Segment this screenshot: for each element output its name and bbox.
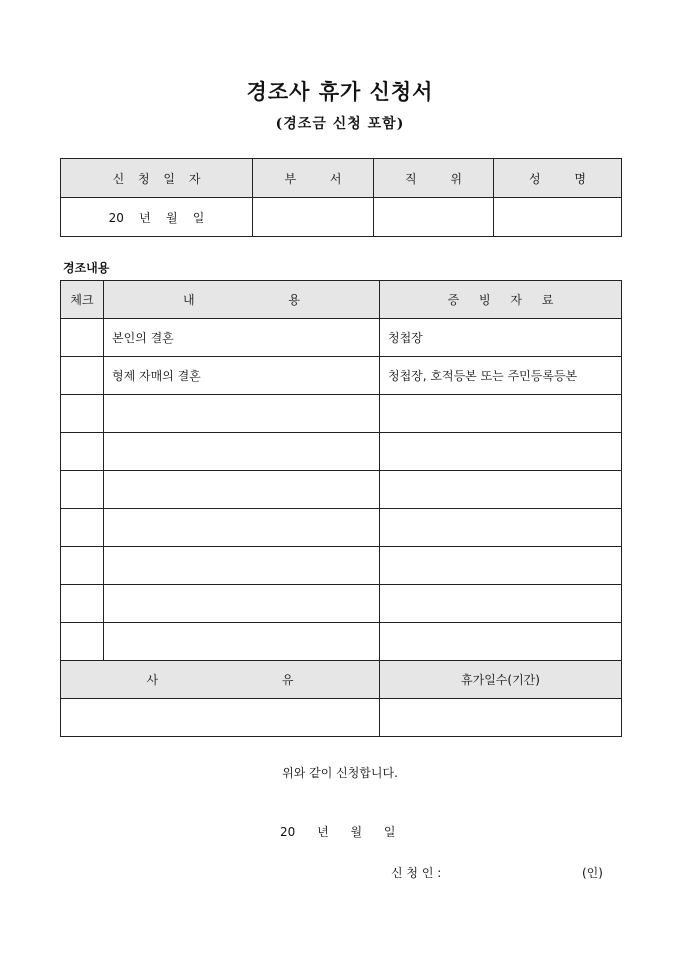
signature-date: 20 년 월 일 [280, 825, 396, 839]
leave-days-field[interactable] [380, 699, 622, 737]
apply-date-field[interactable]: 20 년 월 일 [61, 198, 253, 237]
check-cell[interactable] [61, 471, 104, 509]
evidence-cell[interactable] [380, 585, 622, 623]
check-cell[interactable] [61, 509, 104, 547]
evidence-cell[interactable] [380, 471, 622, 509]
content-cell[interactable] [104, 471, 380, 509]
section-label: 경조내용 [63, 261, 110, 275]
applicant-info-table [60, 158, 622, 237]
check-cell[interactable] [61, 319, 104, 357]
evidence-cell: 청첩장, 호적등본 또는 주민등록등본 [380, 357, 622, 395]
content-cell: 형제 자매의 결혼 [104, 357, 380, 395]
statement-text: 위와 같이 신청합니다. [282, 766, 398, 780]
check-cell[interactable] [61, 623, 104, 661]
header-name: 성 명 [494, 159, 622, 198]
applicant-label: 신 청 인 : [391, 866, 442, 880]
table-row [61, 623, 622, 661]
reason-field[interactable] [61, 699, 380, 737]
header-reason: 사 유 [61, 661, 380, 699]
document-title: 경조사 휴가 신청서 [246, 79, 434, 104]
content-table [60, 280, 622, 737]
check-cell[interactable] [61, 433, 104, 471]
name-field[interactable] [494, 198, 622, 237]
table-row [61, 319, 622, 357]
evidence-cell[interactable] [380, 433, 622, 471]
table-row [61, 585, 622, 623]
document-subtitle: (경조금 신청 포함) [275, 116, 405, 132]
position-field[interactable] [374, 198, 494, 237]
header-content: 내 용 [104, 281, 380, 319]
table-row [61, 433, 622, 471]
evidence-cell[interactable] [380, 395, 622, 433]
header-department: 부 서 [253, 159, 374, 198]
check-cell[interactable] [61, 357, 104, 395]
seal-label: (인) [582, 866, 603, 880]
header-check: 체크 [61, 281, 104, 319]
content-cell[interactable] [104, 547, 380, 585]
table-row [61, 357, 622, 395]
content-cell[interactable] [104, 395, 380, 433]
evidence-cell[interactable] [380, 509, 622, 547]
table-row [61, 547, 622, 585]
content-cell: 본인의 결혼 [104, 319, 380, 357]
evidence-cell[interactable] [380, 623, 622, 661]
header-leave-days: 휴가일수(기간) [380, 661, 622, 699]
header-evidence: 증 빙 자 료 [380, 281, 622, 319]
table-row [61, 395, 622, 433]
table-row [61, 471, 622, 509]
table-row [61, 509, 622, 547]
header-apply-date: 신 청 일 자 [61, 159, 253, 198]
content-cell[interactable] [104, 433, 380, 471]
check-cell[interactable] [61, 547, 104, 585]
check-cell[interactable] [61, 395, 104, 433]
evidence-cell[interactable] [380, 547, 622, 585]
content-cell[interactable] [104, 585, 380, 623]
header-position: 직 위 [374, 159, 494, 198]
content-cell[interactable] [104, 509, 380, 547]
evidence-cell: 청첩장 [380, 319, 622, 357]
check-cell[interactable] [61, 585, 104, 623]
content-cell[interactable] [104, 623, 380, 661]
department-field[interactable] [253, 198, 374, 237]
